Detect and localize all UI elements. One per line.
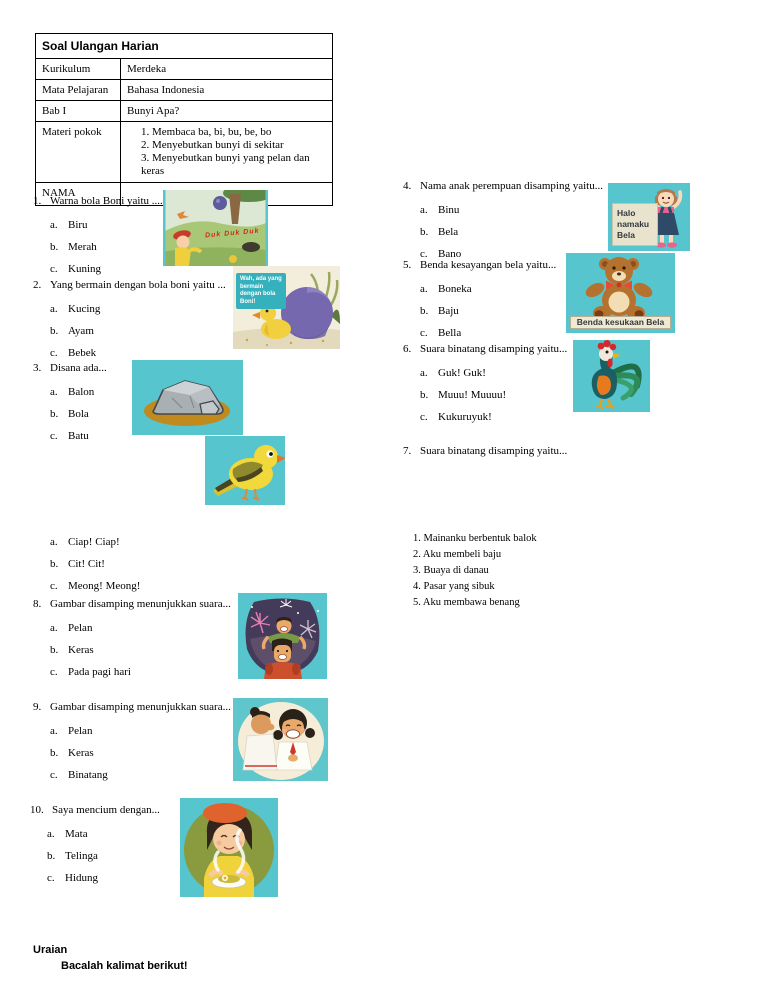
q6-rooster-illustration (573, 340, 650, 412)
q9-whispering-children-illustration (233, 698, 328, 781)
question-4-option-c: c. Bano (420, 248, 462, 260)
row-label-bab: Bab I (36, 101, 121, 122)
materi-item: 2. Menyebutkan bunyi di sekitar (141, 139, 284, 151)
question-9-option-c: c. Binatang (50, 769, 108, 781)
row-value-kurikulum: Merdeka (121, 59, 333, 80)
question-4-text: 4. Nama anak perempuan disamping yaitu... (403, 180, 603, 192)
question-5-text: 5. Benda kesayangan bela yaitu... (403, 259, 557, 271)
question-10-text: 10. Saya mencium dengan... (30, 804, 160, 816)
question-9 (33, 701, 231, 791)
question-9-option-a: a. Pelan (50, 725, 93, 737)
question-3-option-c: c. Batu (50, 430, 89, 442)
question-7-option-c: c. Meong! Meong! (50, 580, 141, 592)
speech-bubble-text: Wah, ada yang bermain dengan bola Boni! (236, 273, 286, 309)
q8-fireworks-illustration (238, 593, 327, 679)
question-2 (33, 279, 226, 369)
question-3-text: 3. Disana ada... (33, 362, 107, 374)
exam-title: Soal Ulangan Harian (36, 34, 333, 59)
sentence-item: 1. Mainanku berbentuk balok (413, 533, 537, 544)
question-3 (33, 362, 107, 452)
question-7 (403, 445, 567, 469)
q1-ball-story-illustration (163, 190, 268, 266)
sentence-item: 4. Pasar yang sibuk (413, 581, 495, 592)
row-label-kurikulum: Kurikulum (36, 59, 121, 80)
question-9-text: 9. Gambar disamping menunjukkan suara... (33, 701, 231, 713)
question-6-option-c: c. Kukuruyuk! (420, 411, 492, 423)
row-label-materi-pokok: Materi pokok (36, 122, 121, 183)
row-value-bab: Bunyi Apa? (121, 101, 333, 122)
sound-effect-text: Duk Duk Duk (204, 227, 260, 240)
question-8 (33, 598, 231, 688)
question-9-option-b: b. Keras (50, 747, 94, 759)
question-10-option-c: c. Hidung (47, 872, 98, 884)
materi-item: 1. Membaca ba, bi, bu, be, bo (141, 126, 272, 138)
question-7-option-b: b. Cit! Cit! (50, 558, 105, 570)
sentence-item: 3. Buaya di danau (413, 565, 489, 576)
question-1-option-a: a. Biru (50, 219, 88, 231)
fireworks-scene-icon (238, 593, 327, 679)
uraian-instruction: Bacalah kalimat berikut! (61, 960, 188, 972)
question-8-text: 8. Gambar disamping menunjukkan suara... (33, 598, 231, 610)
question-2-option-a: a. Kucing (50, 303, 101, 315)
question-7-options (33, 536, 140, 602)
q3-rock-illustration (132, 360, 243, 435)
question-3-option-b: b. Bola (50, 408, 89, 420)
question-1-text: 1. Warna bola Boni yaitu .... (33, 195, 163, 207)
question-5-option-b: b. Baju (420, 305, 459, 317)
materi-item: 3. Menyebutkan bunyi yang pelan dan keras (141, 152, 310, 177)
rooster-icon (573, 340, 650, 412)
exam-header-table (35, 33, 333, 206)
question-1-option-b: b. Merah (50, 241, 97, 253)
question-1 (33, 195, 163, 285)
q4-girl-bela-illustration (608, 183, 690, 251)
question-10 (30, 804, 160, 894)
q3-bird-illustration (205, 436, 285, 505)
uraian-title: Uraian (33, 944, 68, 956)
question-10-option-b: b. Telinga (47, 850, 98, 862)
rock-icon (132, 360, 243, 435)
question-4-option-a: a. Binu (420, 204, 460, 216)
question-2-text: 2. Yang bermain dengan bola boni yaitu ... (33, 279, 226, 291)
uraian-sentence-list (413, 531, 537, 611)
row-value-materi-pokok (121, 122, 333, 183)
teddy-caption-text: Benda kesukaan Bela (570, 316, 671, 329)
question-5-option-a: a. Boneka (420, 283, 472, 295)
uraian-section (33, 944, 188, 972)
question-2-option-b: b. Ayam (50, 325, 94, 337)
question-3-option-a: a. Balon (50, 386, 95, 398)
question-6 (403, 343, 567, 433)
sentence-item: 2. Aku membeli baju (413, 549, 502, 560)
name-sign-text: Halo namaku Bela (612, 203, 658, 246)
question-1-option-c: c. Kuning (50, 263, 101, 275)
question-4-option-b: b. Bela (420, 226, 459, 238)
question-8-option-b: b. Keras (50, 644, 94, 656)
question-7-option-a: a. Ciap! Ciap! (50, 536, 120, 548)
question-10-option-a: a. Mata (47, 828, 88, 840)
question-6-text: 6. Suara binatang disamping yaitu... (403, 343, 568, 355)
whispering-children-icon (233, 698, 328, 781)
girl-smelling-food-icon (180, 798, 278, 897)
bird-icon (205, 436, 285, 505)
question-5 (403, 259, 556, 349)
sentence-item: 5. Aku membawa benang (413, 597, 520, 608)
question-5-option-c: c. Bella (420, 327, 462, 339)
q10-smelling-food-illustration (180, 798, 278, 897)
q2-duck-ball-illustration (233, 266, 340, 349)
question-8-option-a: a. Pelan (50, 622, 93, 634)
q5-teddy-bear-illustration (566, 253, 675, 333)
row-label-mata-pelajaran: Mata Pelajaran (36, 80, 121, 101)
row-value-mata-pelajaran: Bahasa Indonesia (121, 80, 333, 101)
question-2-option-c: c. Bebek (50, 347, 97, 359)
question-6-option-a: a. Guk! Guk! (420, 367, 486, 379)
row-label-nama: NAMA (36, 183, 121, 206)
question-8-option-c: c. Pada pagi hari (50, 666, 131, 678)
question-7-text: 7. Suara binatang disamping yaitu... (403, 445, 568, 457)
question-6-option-b: b. Muuu! Muuuu! (420, 389, 507, 401)
